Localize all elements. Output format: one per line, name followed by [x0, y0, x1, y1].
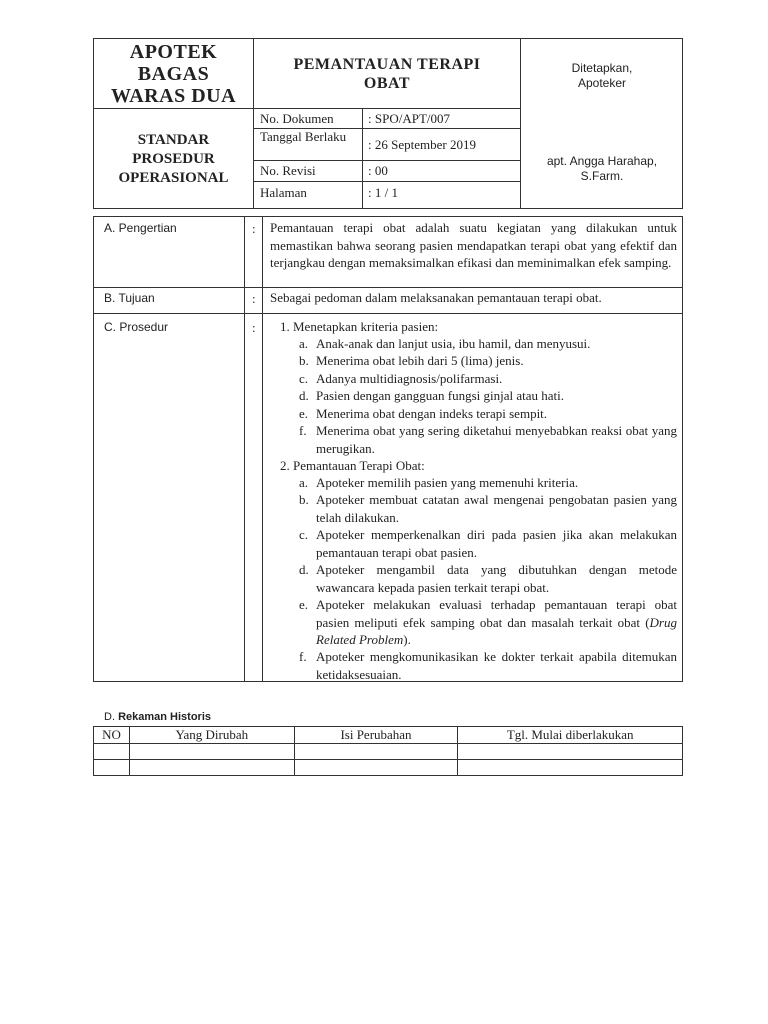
procedure-step-title: 1. Menetapkan kriteria pasien:	[280, 319, 439, 334]
meta-label-revision: No. Revisi	[260, 163, 316, 178]
column-header-yang-dirubah: Yang Dirubah	[129, 727, 294, 744]
meta-value-effective-date: : 26 September 2019	[368, 137, 476, 152]
sop-header-table	[93, 38, 683, 209]
sop-body-table	[93, 216, 683, 682]
column-header-isi-perubahan: Isi Perubahan	[294, 727, 458, 744]
column-header-tgl-mulai: Tgl. Mulai diberlakukan	[458, 727, 683, 744]
list-item: d. Apoteker mengambil data yang dibutuhkan dengan metode wawancara kepada pasien terkait terapi obat.	[299, 562, 677, 595]
section-text-pengertian: Pemantauan terapi obat adalah suatu kegiatan yang dilakukan untuk memastikan bahwa seorang pasien mendapatkan terapi obat yang efektif dan terjangkau dengan memaksimalkan efikasi dan meminimalkan efek samping.	[270, 220, 677, 270]
document-title: PEMANTAUAN TERAPI OBAT	[293, 56, 481, 92]
section-label-pengertian: A. Pengertian	[104, 221, 177, 235]
sop-title: STANDAR PROSEDUR OPERASIONAL	[118, 131, 229, 186]
meta-value-revision: : 00	[368, 163, 388, 178]
pharmacy-name: APOTEK BAGAS WARAS DUA	[110, 41, 237, 107]
meta-value-doc-number: : SPO/APT/007	[368, 111, 450, 126]
history-table	[93, 726, 683, 776]
list-item: e. Menerima obat dengan indeks terapi sempit.	[299, 406, 548, 421]
approval-signatory: apt. Angga Harahap, S.Farm.	[546, 154, 658, 183]
list-item: d. Pasien dengan gangguan fungsi ginjal atau hati.	[299, 388, 565, 403]
table-header-row	[94, 727, 683, 744]
section-colon: :	[252, 221, 256, 236]
meta-label-doc-number: No. Dokumen	[260, 111, 334, 126]
list-item: b. Apoteker membuat catatan awal mengenai pengobatan pasien yang telah dilakukan.	[299, 492, 677, 525]
procedure-step-title: 2. Pemantauan Terapi Obat:	[280, 458, 425, 473]
meta-value-page: : 1 / 1	[368, 185, 398, 200]
section-text-tujuan: Sebagai pedoman dalam melaksanakan pemantauan terapi obat.	[270, 290, 602, 305]
list-item: b. Menerima obat lebih dari 5 (lima) jenis.	[299, 353, 524, 368]
history-section-title: D. Rekaman Historis	[104, 711, 211, 723]
list-item: e. Apoteker melakukan evaluasi terhadap pemantauan terapi obat pasien meliputi efek samping obat dan masalah terkait obat (Drug Related Problem).	[299, 597, 677, 647]
list-item: c. Apoteker memperkenalkan diri pada pasien jika akan melakukan pemantauan terapi obat pasien.	[299, 527, 677, 560]
table-row	[94, 744, 683, 760]
list-item: f. Menerima obat yang sering diketahui menyebabkan reaksi obat yang merugikan.	[299, 423, 677, 456]
table-row	[94, 760, 683, 776]
approval-title: Ditetapkan, Apoteker	[571, 61, 633, 90]
list-item: a. Apoteker memilih pasien yang memenuhi kriteria.	[299, 475, 579, 490]
section-label-tujuan: B. Tujuan	[104, 291, 155, 305]
meta-label-effective-date: Tanggal Berlaku	[260, 129, 347, 144]
section-label-prosedur: C. Prosedur	[104, 320, 169, 334]
section-colon: :	[252, 320, 256, 335]
list-item: f. Apoteker mengkomunikasikan ke dokter terkait apabila ditemukan ketidaksesuaian.	[299, 649, 677, 682]
list-item: a. Anak-anak dan lanjut usia, ibu hamil, dan menyusui.	[299, 336, 591, 351]
column-header-no: NO	[94, 727, 130, 744]
section-colon: :	[252, 291, 256, 306]
meta-label-page: Halaman	[260, 185, 307, 200]
list-item: c. Adanya multidiagnosis/polifarmasi.	[299, 371, 503, 386]
